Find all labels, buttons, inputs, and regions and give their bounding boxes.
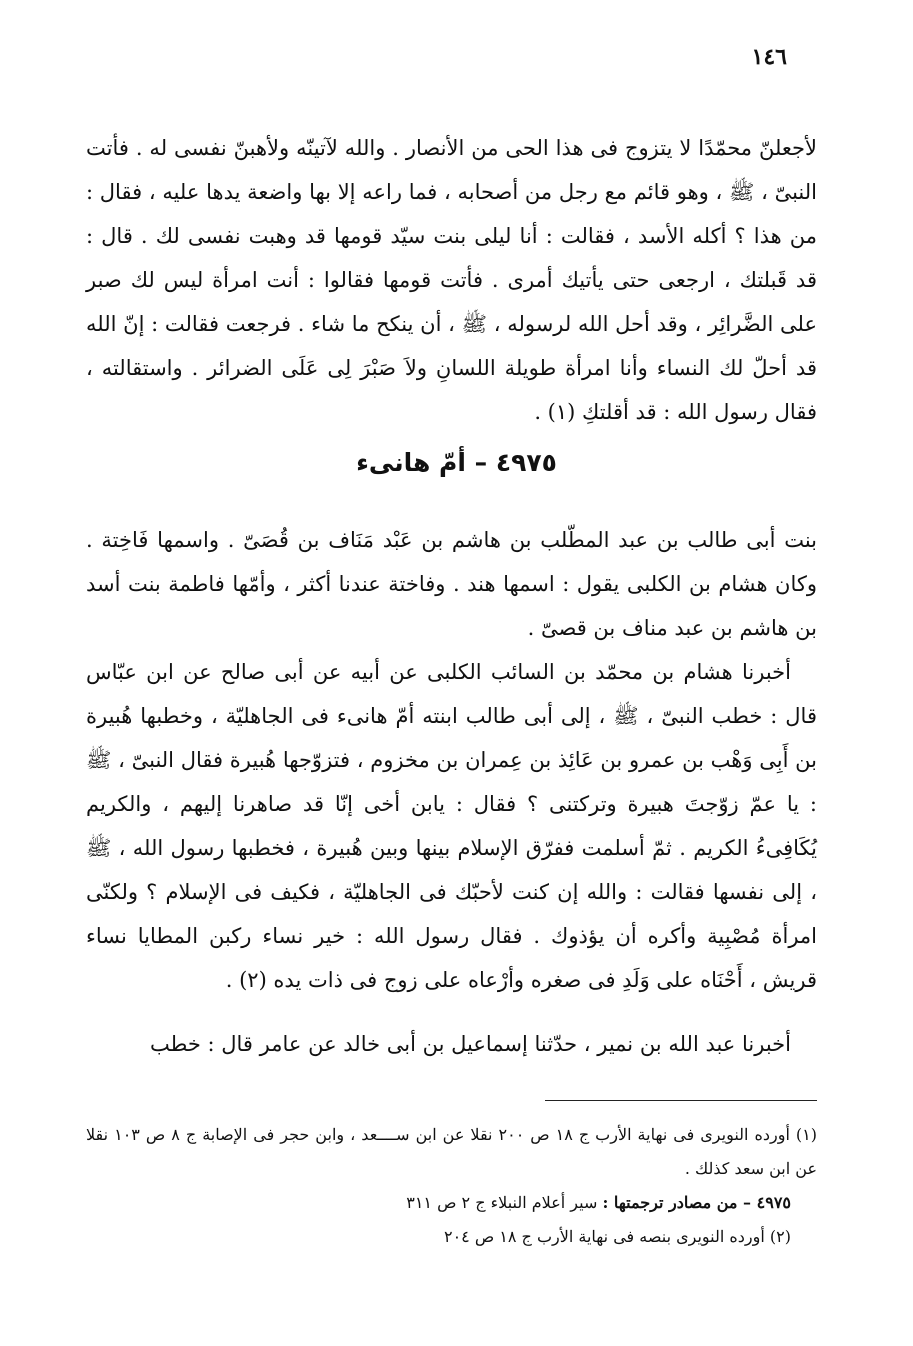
footnote-sources-text: سير أعلام النبلاء ج ٢ ص ٣١١	[406, 1193, 603, 1212]
paragraph-narration	[86, 650, 817, 1002]
paragraph-narration-continued	[86, 1022, 817, 1066]
paragraph-text: أخبرنا هشام بن محمّد بن السائب الكلبى عن أبيه عن أبى صالح عن ابن عبّاس قال : خطب النبىّ ، ﷺ ، إلى أبى طالب ابنته أمّ هانىء فى الجاهليّة ، وخطبها هُبيرة بن أَبِى وَهْب بن عمرو بن عَائِذ بن عِمران بن مخزوم ، فتزوّجها هُبيرة فقال النبىّ ، ﷺ : يا عمّ زوّجتَ هبيرة وتركتنى ؟ فقال : يابن أخى إنّا قد صاهرنا إليهم ، والكريم يُكَافِىءُ الكريم . ثمّ أسلمت ففرّق الإسلام بينها وبين هُبيرة ، فخطبها رسول الله ، ﷺ ، إلى نفسها فقالت : والله إن كنت لأحبّك فى الجاهليّة ، فكيف فى الإسلام ؟ ولكنّى امرأة مُصْبِية وأكره أن يؤذوك . فقال رسول الله : خير نساء ركبن المطايا نساء قريش ، أَحْنَاه على وَلَدِ فى صغره وأرْعاه على زوج فى ذات يده (٢) .	[86, 660, 817, 992]
footnote-sources	[86, 1186, 817, 1220]
footnote-1: (١) أورده النويرى فى نهاية الأرب ج ١٨ ص ٢٠٠ نقلا عن ابن ســــعد ، وابن حجر فى الإصابة ج ٨ ص ١٠٣ نقلا عن ابن سعد كذلك .	[86, 1125, 817, 1178]
footnotes	[86, 1118, 817, 1254]
paragraph-text: لأجعلنّ محمّدًا لا يتزوج فى هذا الحى من الأنصار . والله لآتينّه ولأهبنّ نفسى له . فأتت النبىّ ، ﷺ ، وهو قائم مع رجل من أصحابه ، فما راعه إلا بها واضعة يدها عليه ، فقال : من هذا ؟ أكله الأسد ، فقالت : أنا ليلى بنت سيّد قومها قد وهبت نفسى لك . قال : قد قَبلتك ، ارجعى حتى يأتيك أمرى . فأتت قومها فقالوا : أنت امرأة ليس لك صبر على الضَّرائِر ، وقد أحل الله لرسوله ، ﷺ ، أن ينكح ما شاء . فرجعت فقالت : إنّ الله قد أحلّ لك النساء وأنا امرأة طويلة اللسانِ ولاَ صَبْرَ لِى عَلَى الضرائر . واستقالته ، فقال رسول الله : قد أقلتكِ (١) .	[86, 136, 817, 424]
paragraph-text: أخبرنا عبد الله بن نمير ، حدّثنا إسماعيل بن أبى خالد عن عامر قال : خطب	[150, 1032, 791, 1056]
footnote-divider	[545, 1100, 817, 1101]
page-number: ١٤٦	[751, 44, 787, 70]
footnote-sources-label: ٤٩٧٥ – من مصادر ترجمتها :	[602, 1193, 791, 1212]
paragraph-continued	[86, 126, 817, 434]
entry-heading: ٤٩٧٥ – أمّ هانىء	[356, 448, 557, 477]
footnote-2: (٢) أورده النويرى بنصه فى نهاية الأرب ج ١٨ ص ٢٠٤	[443, 1227, 791, 1246]
paragraph-text: بنت أبى طالب بن عبد المطّلب بن هاشم بن عَبْد مَنَاف بن قُصَىّ . واسمها فَاخِتة . وكان هشام بن الكلبى يقول : اسمها هند . وفاختة عندنا أكثر ، وأمّها فاطمة بنت أسد بن هاشم بن عبد مناف بن قصىّ .	[86, 528, 817, 640]
paragraph-lineage	[86, 518, 817, 650]
